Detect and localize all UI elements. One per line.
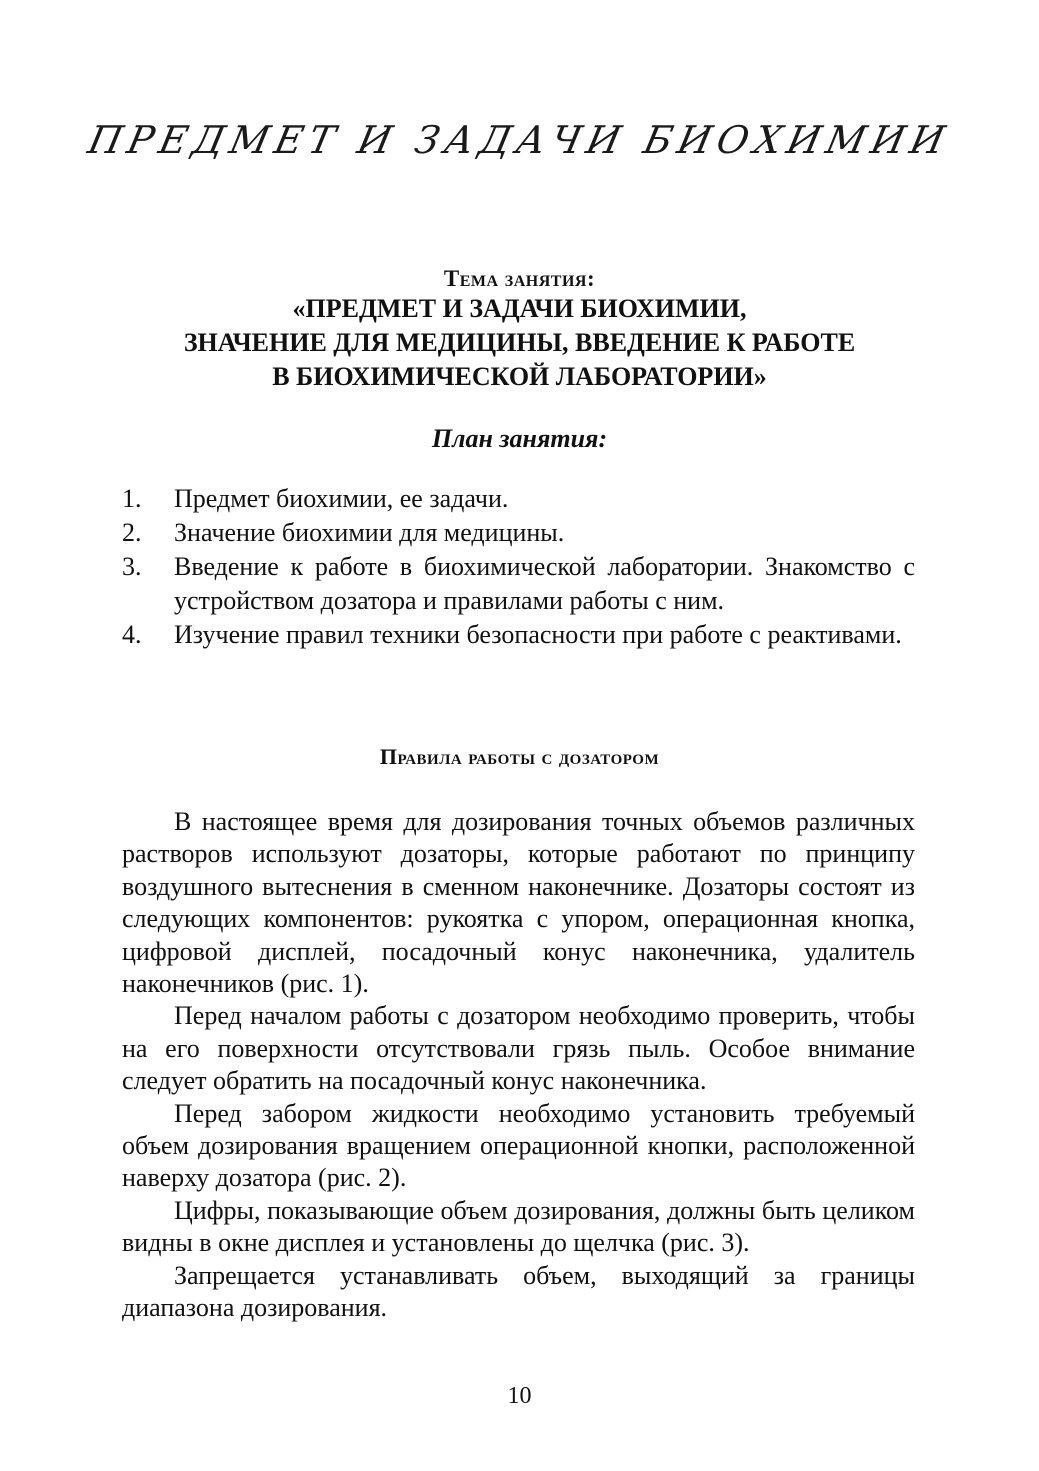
plan-item-text: Введение к работе в биохимической лаборатории. Знакомство с устройством дозатора и правилами работы с ним. [174,552,915,615]
plan-item [122,550,915,618]
body-paragraph: Цифры, показывающие объем дозирования, должны быть целиком видны в окне дисплея и установлены до щелчка (рис. 3). [122,1195,915,1258]
plan-item-text: Предмет биохимии, ее задачи. [174,484,509,513]
body-paragraph: Перед забором жидкости необходимо установить требуемый объем дозирования вращением операционной кнопки, расположенной наверху дозатора (рис. 2). [122,1098,915,1193]
plan-item-text: Изучение правил техники безопасности при работе с реактивами. [174,620,902,649]
topic-title-line: В БИОХИМИЧЕСКОЙ ЛАБОРАТОРИИ» [272,362,767,391]
topic-title-line: ЗНАЧЕНИЕ ДЛЯ МЕДИЦИНЫ, ВВЕДЕНИЕ К РАБОТЕ [183,328,856,357]
body-paragraph: Перед началом работы с дозатором необходимо проверить, чтобы на его поверхности отсутствовали грязь пыль. Особое внимание следует обратить на посадочный конус наконечника. [122,1001,915,1096]
plan-title: План занятия: [431,424,608,453]
page-number: 10 [507,1383,532,1409]
plan-item-number: 1. [122,484,142,513]
plan-list [122,482,915,652]
plan-item-number: 4. [122,620,142,649]
plan-item [122,516,915,550]
plan-item-number: 2. [122,518,142,547]
topic-title-line: «ПРЕДМЕТ И ЗАДАЧИ БИОХИМИИ, [292,294,747,323]
section-title: Правила работы с дозатором [379,744,660,769]
running-header: ПРЕДМЕТ И ЗАДАЧИ БИОХИМИИ [84,118,955,162]
topic-label: Тема занятия: [443,266,596,291]
section-body [122,806,915,1325]
body-paragraph: Запрещается устанавливать объем, выходящий за границы диапазона дозирования. [122,1260,915,1323]
body-paragraph: В настоящее время для дозирования точных объемов различных растворов используют дозаторы, которые работают по принципу воздушного вытеснения в сменном наконечнике. Дозаторы состоят из следующих компонентов: рукоятка с упором, операционная кнопка, цифровой дисплей, посадочный конус наконечника, удалитель наконечников (рис. 1). [122,807,915,999]
plan-item [122,482,915,516]
plan-item-number: 3. [122,552,142,581]
topic-title [0,292,1039,394]
plan-item [122,618,915,652]
plan-item-text: Значение биохимии для медицины. [174,518,565,547]
